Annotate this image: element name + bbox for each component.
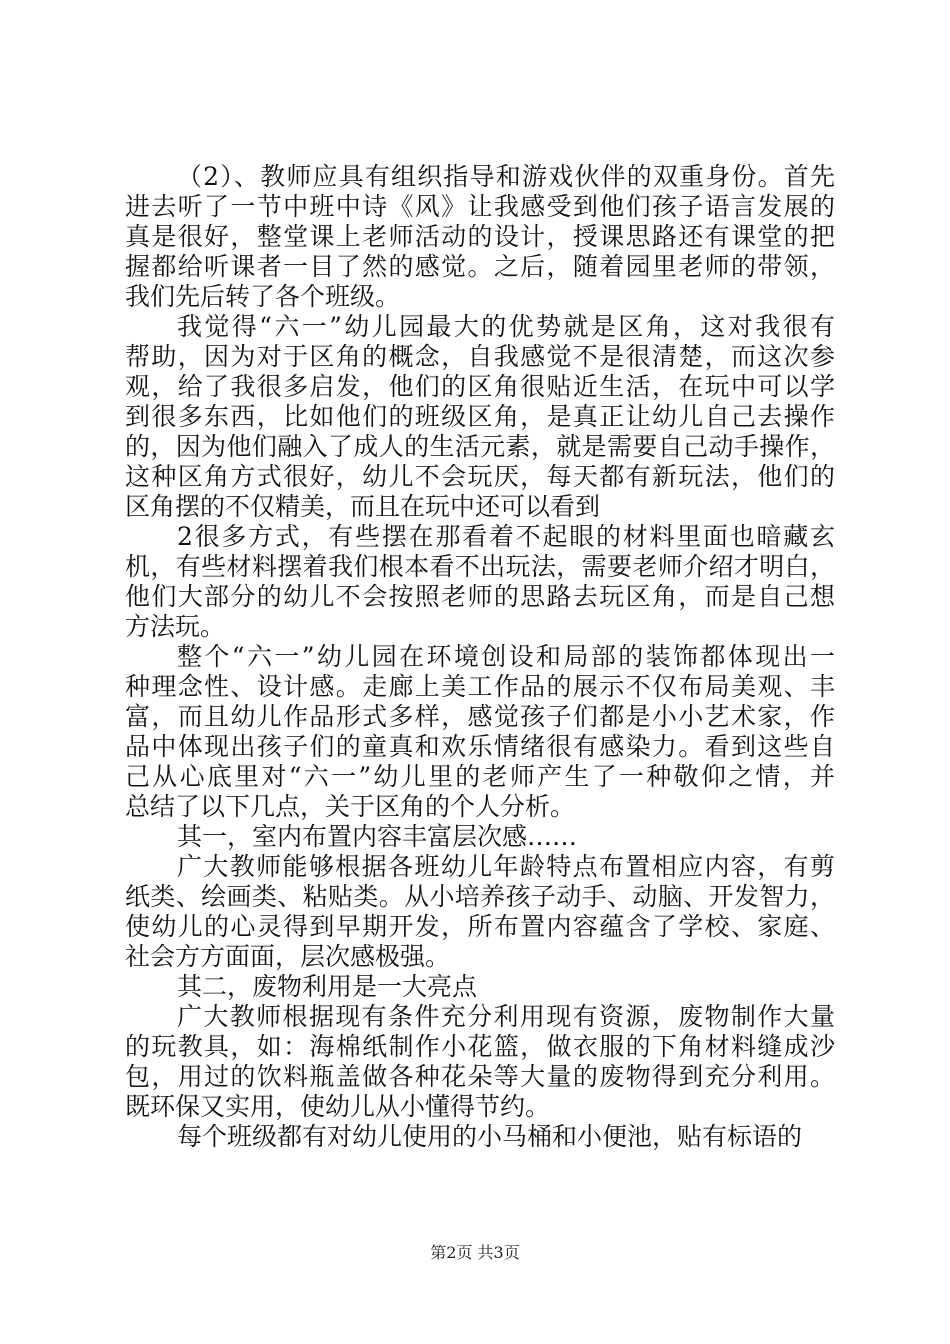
- text-line: 种理念性、设计感。走廊上美工作品的展示不仅布局美观、丰: [125, 672, 835, 701]
- text-line: 广大教师能够根据各班幼儿年龄特点布置相应内容，有剪: [177, 852, 835, 881]
- text-line: 到很多东西，比如他们的班级区角，是真正让幼儿自己去操作: [125, 402, 835, 431]
- paragraph: [125, 972, 835, 1002]
- paragraph: [125, 1122, 835, 1152]
- text-line: 总结了以下几点，关于区角的个人分析。: [125, 792, 576, 821]
- paragraph: [125, 852, 835, 972]
- page-footer: 第2页 共3页: [430, 1243, 520, 1262]
- text-line: 整个“六一”幼儿园在环境创设和局部的装饰都体现出一: [177, 642, 835, 671]
- text-line: 其二，废物利用是一大亮点: [177, 972, 478, 1001]
- text-line: （2）、教师应具有组织指导和游戏伙伴的双重身份。首先: [177, 162, 835, 191]
- text-line: 的玩教具，如：海棉纸制作小花篮，做衣服的下角材料缝成沙: [125, 1032, 835, 1061]
- text-line: 使幼儿的心灵得到早期开发，所布置内容蕴含了学校、家庭、: [125, 912, 835, 941]
- text-line: 我觉得“六一”幼儿园最大的优势就是区角，这对我很有: [177, 312, 835, 341]
- text-line: 机，有些材料摆着我们根本看不出玩法，需要老师介绍才明白，: [125, 552, 835, 581]
- text-line: 他们大部分的幼儿不会按照老师的思路去玩区角，而是自己想: [125, 582, 835, 611]
- paragraph: [125, 522, 835, 642]
- text-line: 己从心底里对“六一”幼儿里的老师产生了一种敬仰之情，并: [125, 762, 835, 791]
- text-line: 每个班级都有对幼儿使用的小马桶和小便池，贴有标语的: [177, 1122, 803, 1151]
- document-body: [125, 162, 835, 1152]
- text-line: 富，而且幼儿作品形式多样，感觉孩子们都是小小艺术家，作: [125, 702, 835, 731]
- paragraph: [125, 1002, 835, 1122]
- text-line: 这种区角方式很好，幼儿不会玩厌，每天都有新玩法，他们的: [125, 462, 835, 491]
- text-line: 真是很好，整堂课上老师活动的设计，授课思路还有课堂的把: [125, 222, 835, 251]
- text-line: 社会方方面面，层次感极强。: [125, 942, 451, 971]
- paragraph: [125, 162, 835, 312]
- paragraph: [125, 822, 835, 852]
- text-line: 方法玩。: [125, 612, 226, 641]
- text-line: 既环保又实用，使幼儿从小懂得节约。: [125, 1092, 551, 1121]
- text-line: 2很多方式，有些摆在那看着不起眼的材料里面也暗藏玄: [177, 522, 835, 551]
- text-line: 我们先后转了各个班级。: [125, 282, 401, 311]
- text-line: 区角摆的不仅精美，而且在玩中还可以看到: [125, 492, 601, 521]
- text-line: 握都给听课者一目了然的感觉。之后，随着园里老师的带领，: [125, 252, 835, 281]
- text-line: 纸类、绘画类、粘贴类。从小培养孩子动手、动脑、开发智力，: [125, 882, 835, 911]
- text-line: 其一，室内布置内容丰富层次感……: [177, 822, 578, 851]
- text-line: 包，用过的饮料瓶盖做各种花朵等大量的废物得到充分利用。: [125, 1062, 835, 1091]
- text-line: 观，给了我很多启发，他们的区角很贴近生活，在玩中可以学: [125, 372, 835, 401]
- paragraph: [125, 312, 835, 522]
- text-line: 帮助，因为对于区角的概念，自我感觉不是很清楚，而这次参: [125, 342, 835, 371]
- text-line: 进去听了一节中班中诗《风》让我感受到他们孩子语言发展的: [125, 192, 835, 221]
- paragraph: [125, 642, 835, 822]
- text-line: 品中体现出孩子们的童真和欢乐情绪很有感染力。看到这些自: [125, 732, 835, 761]
- text-line: 的，因为他们融入了成人的生活元素，就是需要自己动手操作，: [125, 432, 835, 461]
- text-line: 广大教师根据现有条件充分利用现有资源，废物制作大量: [177, 1002, 835, 1031]
